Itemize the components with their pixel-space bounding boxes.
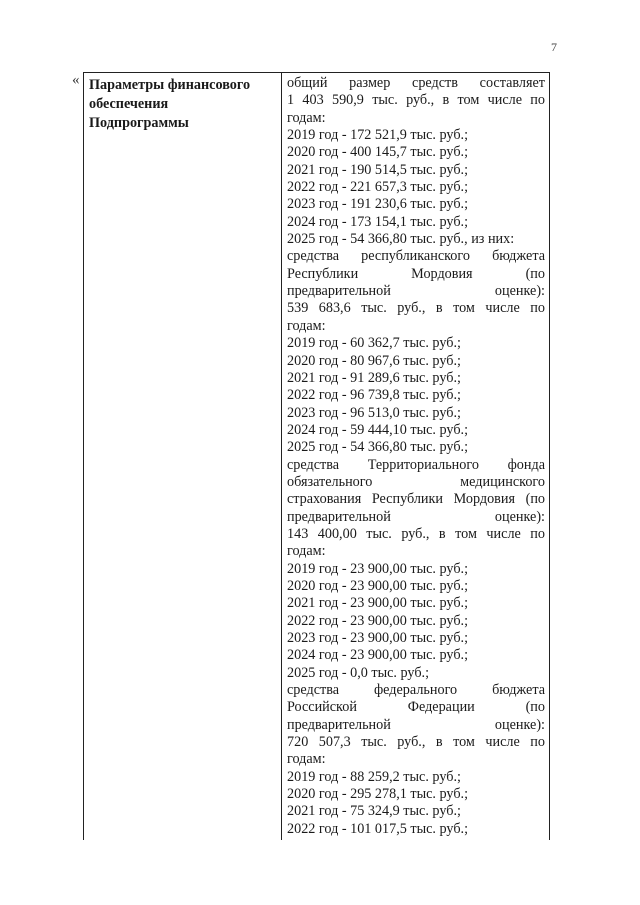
funding-text-line: предварительной оценке):	[287, 716, 545, 733]
funding-text-line: 2023 год - 191 230,6 тыс. руб.;	[287, 196, 469, 213]
funding-text-line: 2024 год - 59 444,10 тыс. руб.;	[287, 421, 469, 438]
parameters-table	[83, 72, 550, 840]
funding-text-line: 2024 год - 173 154,1 тыс. руб.;	[287, 213, 469, 230]
section-title: Параметры финансового обеспечения Подпрограммы	[89, 77, 251, 131]
funding-text-line: 2019 год - 88 259,2 тыс. руб.;	[287, 768, 461, 785]
funding-text-line: 2019 год - 60 362,7 тыс. руб.;	[287, 335, 461, 352]
funding-text-line: 2025 год - 54 366,80 тыс. руб.;	[287, 439, 469, 456]
funding-text-line: 2022 год - 23 900,00 тыс. руб.;	[287, 612, 469, 629]
funding-text-line: 2024 год - 23 900,00 тыс. руб.;	[287, 647, 469, 664]
funding-text-line: средства федерального бюджета	[287, 682, 545, 699]
funding-text-line: 2022 год - 96 739,8 тыс. руб.;	[287, 387, 461, 404]
funding-text-line: 2025 год - 0,0 тыс. руб.;	[287, 664, 430, 681]
funding-text-line: общий размер средств составляет	[287, 75, 545, 91]
parameter-name-cell	[84, 73, 282, 840]
funding-text-line: годам:	[287, 543, 326, 560]
funding-text-line: 143 400,00 тыс. руб., в том числе по	[287, 525, 545, 542]
funding-text-line: средства Территориального фонда	[287, 456, 545, 473]
funding-text-line: 2021 год - 75 324,9 тыс. руб.;	[287, 803, 461, 820]
funding-text-line: годам:	[287, 751, 326, 768]
funding-text-line: 2020 год - 80 967,6 тыс. руб.;	[287, 352, 461, 369]
funding-text-line: 2021 год - 190 514,5 тыс. руб.;	[287, 161, 469, 178]
funding-text-line: 2023 год - 96 513,0 тыс. руб.;	[287, 404, 461, 421]
funding-text-line: 2022 год - 221 657,3 тыс. руб.;	[287, 179, 469, 196]
funding-text-line: предварительной оценке):	[287, 508, 545, 525]
funding-text-line: Российской Федерации (по	[287, 699, 545, 716]
opening-quote: «	[72, 72, 80, 88]
funding-text-line: 2019 год - 23 900,00 тыс. руб.;	[287, 560, 469, 577]
page-number: 7	[551, 40, 557, 54]
funding-text-line: 2022 год - 101 017,5 тыс. руб.;	[287, 820, 469, 837]
funding-text-line: предварительной оценке):	[287, 283, 545, 300]
parameter-value-cell	[282, 73, 549, 840]
funding-text-line: 2020 год - 400 145,7 тыс. руб.;	[287, 144, 469, 161]
funding-text-line: 2025 год - 54 366,80 тыс. руб., из них:	[287, 231, 515, 248]
funding-text-line: годам:	[287, 109, 326, 126]
funding-text-line: 2021 год - 23 900,00 тыс. руб.;	[287, 595, 469, 612]
funding-text-line: 2019 год - 172 521,9 тыс. руб.;	[287, 127, 469, 144]
funding-text-line: 720 507,3 тыс. руб., в том числе по	[287, 734, 545, 751]
funding-text-line: 2023 год - 23 900,00 тыс. руб.;	[287, 630, 469, 646]
funding-text-line: Республики Мордовия (по	[287, 265, 545, 282]
funding-text-line: 1 403 590,9 тыс. руб., в том числе по	[287, 92, 545, 109]
funding-text-line: страхования Республики Мордовия (по	[287, 491, 545, 508]
funding-text-line: обязательного медицинского	[287, 473, 545, 490]
funding-text-line: 2020 год - 295 278,1 тыс. руб.;	[287, 786, 469, 803]
funding-text-line: годам:	[287, 317, 326, 334]
funding-text-line: 539 683,6 тыс. руб., в том числе по	[287, 300, 545, 317]
funding-text-line: средства республиканского бюджета	[287, 248, 545, 265]
funding-text-line: 2021 год - 91 289,6 тыс. руб.;	[287, 369, 461, 386]
funding-text-line: 2020 год - 23 900,00 тыс. руб.;	[287, 577, 469, 594]
